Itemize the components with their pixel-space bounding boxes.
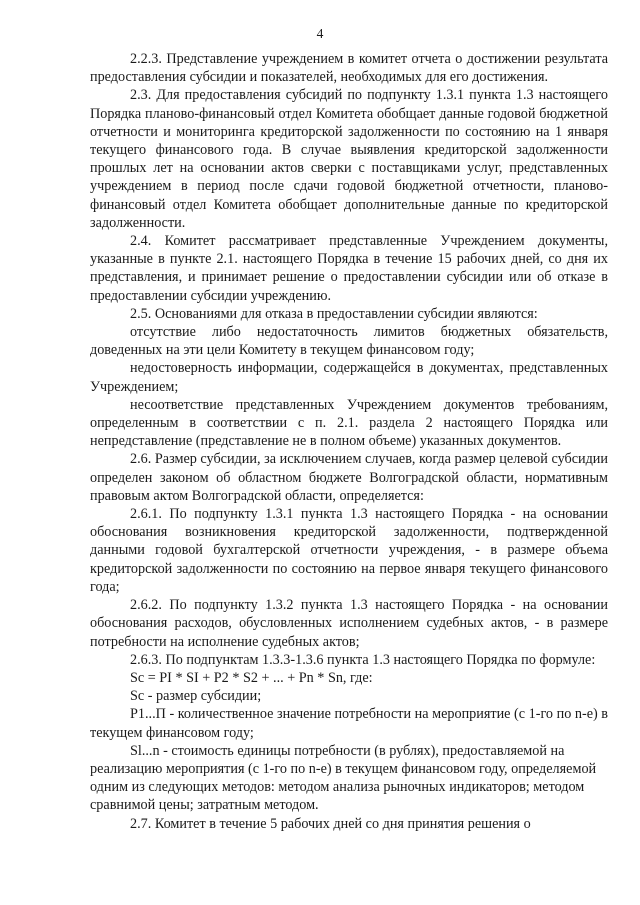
paragraph-2-5-reason-3: несоответствие представленных Учреждением документов требованиям, определенным в соответствии с п. 2.1. раздела 2 настоящего Порядка или непредставление (представление не в полном объеме) указанных документов. xyxy=(90,396,608,450)
paragraph-2-5-reason-1: отсутствие либо недостаточность лимитов бюджетных обязательств, доведенных на эти цели Комитету в текущем финансовом году; xyxy=(90,324,608,359)
paragraph-2-3: 2.3. Для предоставления субсидий по подпункту 1.3.1 пункта 1.3 настоящего Порядка планово-финансовый отдел Комитета обобщает данные годовой бюджетной отчетности и мониторинга кредиторской задолженности по состоянию на 1 января текущего финансового года. В случае выявления кредиторской задолженности прошлых лет на основании актов сверки с поставщиками услуг, представленных учреждением в период после сдачи годовой бюджетной отчетности, планово-финансовый отдел Комитета обобщает дополнительные данные по кредиторской задолженности. xyxy=(90,87,608,231)
definition-s: Sl...n - стоимость единицы потребности (в рублях), предоставляемой на реализацию мероприятия (с 1-го по n-е) в текущем финансовом году, определяемой одним из следующих методов: методом анализа рыночных индикаторов; методом сравнимой цены; затратным методом. xyxy=(90,742,597,814)
formula: Sc = PI * SI + P2 * S2 + ... + Pn * Sn, где: xyxy=(130,669,373,686)
paragraph-2-6: 2.6. Размер субсидии, за исключением случаев, когда размер целевой субсидии определен законом об областном бюджете Волгоградской области, нормативным правовым актом Волгоградской области, определяется: xyxy=(90,451,608,504)
paragraph-2-4: 2.4. Комитет рассматривает представленные Учреждением документы, указанные в пункте 2.1. настоящего Порядка в течение 15 рабочих дней, со дня их представления, и принимает решение о предоставлении субсидии или об отказе в предоставлении субсидии учреждению. xyxy=(90,233,608,304)
paragraph-2-5-reason-2: недостоверность информации, содержащейся в документах, представленных Учреждением; xyxy=(90,360,608,395)
document-body xyxy=(90,50,608,833)
paragraph-2-6-3: 2.6.3. По подпунктам 1.3.3-1.3.6 пункта 1.3 настоящего Порядка по формуле: xyxy=(130,651,596,668)
paragraph-2-6-2: 2.6.2. По подпункту 1.3.2 пункта 1.3 настоящего Порядка - на основании обоснования расходов, обусловленных исполнением судебных актов, - в размере потребности на исполнение судебных актов; xyxy=(90,597,608,650)
page-number: 4 xyxy=(316,26,324,41)
paragraph-2-5: 2.5. Основаниями для отказа в предоставлении субсидии являются: xyxy=(130,305,538,322)
paragraph-2-7: 2.7. Комитет в течение 5 рабочих дней со дня принятия решения о xyxy=(130,815,531,832)
definition-p: P1...П - количественное значение потребности на мероприятие (с 1-го по n-е) в текущем финансовом году; xyxy=(90,706,608,741)
paragraph-2-2-3: 2.2.3. Представление учреждением в комитет отчета о достижении результата предоставления субсидии и показателей, необходимых для его достижения. xyxy=(90,51,608,86)
paragraph-2-6-1: 2.6.1. По подпункту 1.3.1 пункта 1.3 настоящего Порядка - на основании обоснования возникновения кредиторской задолженности, подтвержденной данными годовой бухгалтерской отчетности учреждения, - в размере объема кредиторской задолженности по состоянию на первое января текущего финансового года; xyxy=(90,506,608,595)
definition-sc: Sc - размер субсидии; xyxy=(130,688,262,705)
